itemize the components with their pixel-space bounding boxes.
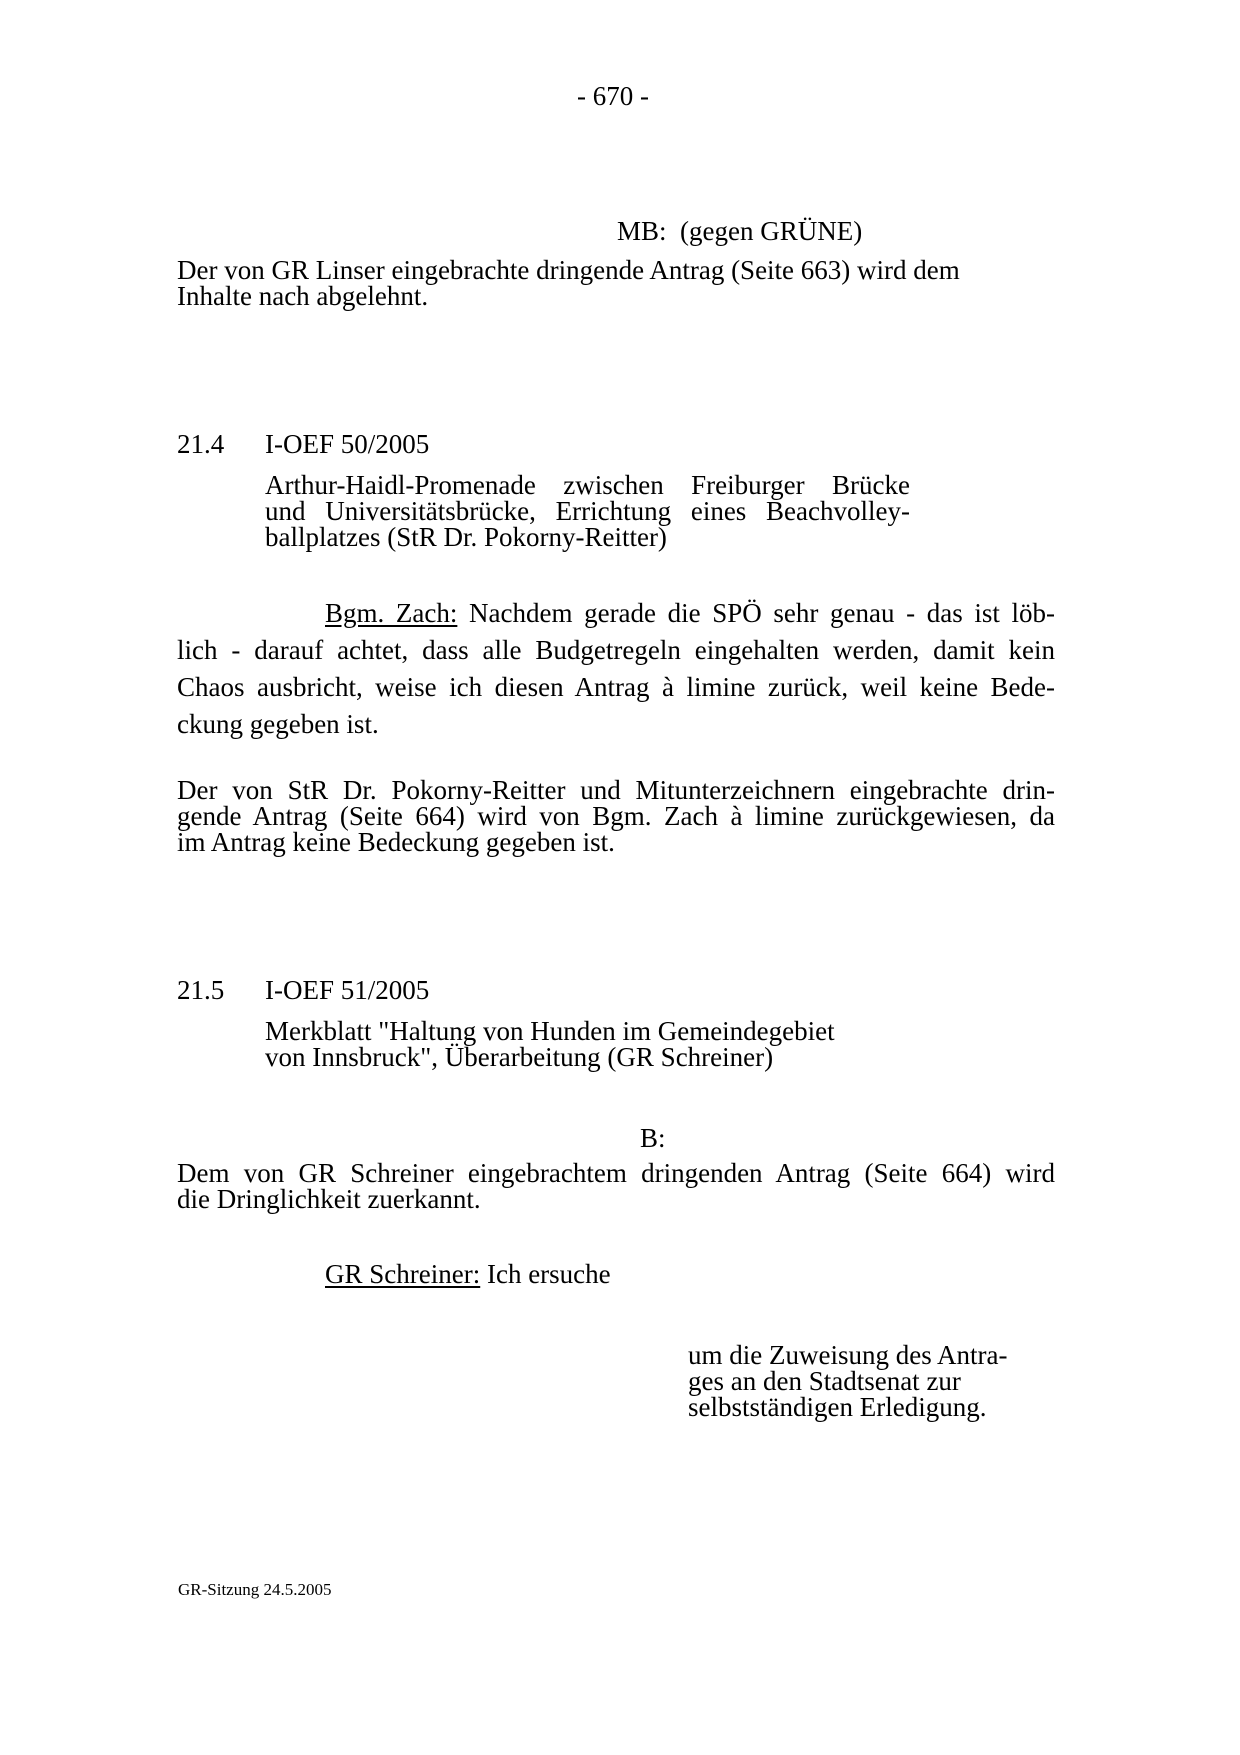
item-21-4-title [265, 472, 910, 550]
item-21-4-title-line: Arthur-Haidl-Promenade zwischen Freiburger Brücke [265, 470, 910, 500]
resolution-3-line: Dem von GR Schreiner eingebrachtem dringenden Antrag (Seite 664) wird [177, 1158, 1055, 1188]
footer: GR-Sitzung 24.5.2005 [178, 1580, 332, 1599]
resolution-1-line: Der von GR Linser eingebrachte dringende Antrag (Seite 663) wird dem [177, 255, 960, 285]
resolution-3 [177, 1160, 1055, 1212]
page-number: - 670 - [577, 81, 649, 111]
speech-zach-line: Chaos ausbricht, weise ich diesen Antrag à limine zurück, weil keine Bede- [177, 672, 1055, 702]
resolution-2-line: im Antrag keine Bedeckung gegeben ist. [177, 827, 615, 857]
speaker-zach: Bgm. Zach: [325, 598, 458, 628]
request-line: um die Zuweisung des Antra- [688, 1340, 1008, 1370]
resolution-1 [177, 257, 1057, 309]
speech-zach-text: Nachdem gerade die SPÖ sehr genau - das ist löb- [469, 598, 1055, 628]
speech-zach [177, 595, 1055, 743]
resolution-1-line: Inhalte nach abgelehnt. [177, 281, 429, 311]
speech-schreiner-text: Ich ersuche [486, 1259, 611, 1289]
request-line: ges an den Stadtsenat zur [688, 1366, 961, 1396]
speech-zach-line: lich - darauf achtet, dass alle Budgetregeln eingehalten werden, damit kein [177, 635, 1055, 665]
resolution-2 [177, 777, 1055, 855]
vote-mb [617, 218, 862, 244]
speech-zach-first-line [177, 595, 1055, 632]
item-21-4-title-line: ballplatzes (StR Dr. Pokorny-Reitter) [265, 522, 667, 552]
item-21-5-title [265, 1018, 945, 1070]
speech-zach-line: ckung gegeben ist. [177, 709, 379, 739]
vote-b-label: B: [640, 1123, 666, 1153]
request-line: selbstständigen Erledigung. [688, 1392, 987, 1422]
vote-mb-detail: (gegen GRÜNE) [680, 216, 863, 246]
item-21-4-title-line: und Universitätsbrücke, Errichtung eines Beachvolley- [265, 496, 910, 526]
speaker-schreiner: GR Schreiner: [325, 1259, 481, 1289]
item-21-5-title-line: Merkblatt "Haltung von Hunden im Gemeindegebiet [265, 1016, 835, 1046]
resolution-2-line: gende Antrag (Seite 664) wird von Bgm. Zach à limine zurückgewiesen, da [177, 801, 1055, 831]
resolution-3-line: die Dringlichkeit zuerkannt. [177, 1184, 481, 1214]
speech-schreiner [325, 1261, 611, 1287]
request-block [688, 1342, 1048, 1420]
vote-mb-label: MB: [617, 216, 667, 246]
item-21-5-number: 21.5 [177, 975, 225, 1005]
item-21-5-code: I-OEF 51/2005 [265, 975, 430, 1005]
item-21-5-title-line: von Innsbruck", Überarbeitung (GR Schreiner) [265, 1042, 774, 1072]
resolution-2-line: Der von StR Dr. Pokorny-Reitter und Mitunterzeichnern eingebrachte drin- [177, 775, 1055, 805]
item-21-4-code: I-OEF 50/2005 [265, 429, 430, 459]
item-21-4-number: 21.4 [177, 429, 225, 459]
